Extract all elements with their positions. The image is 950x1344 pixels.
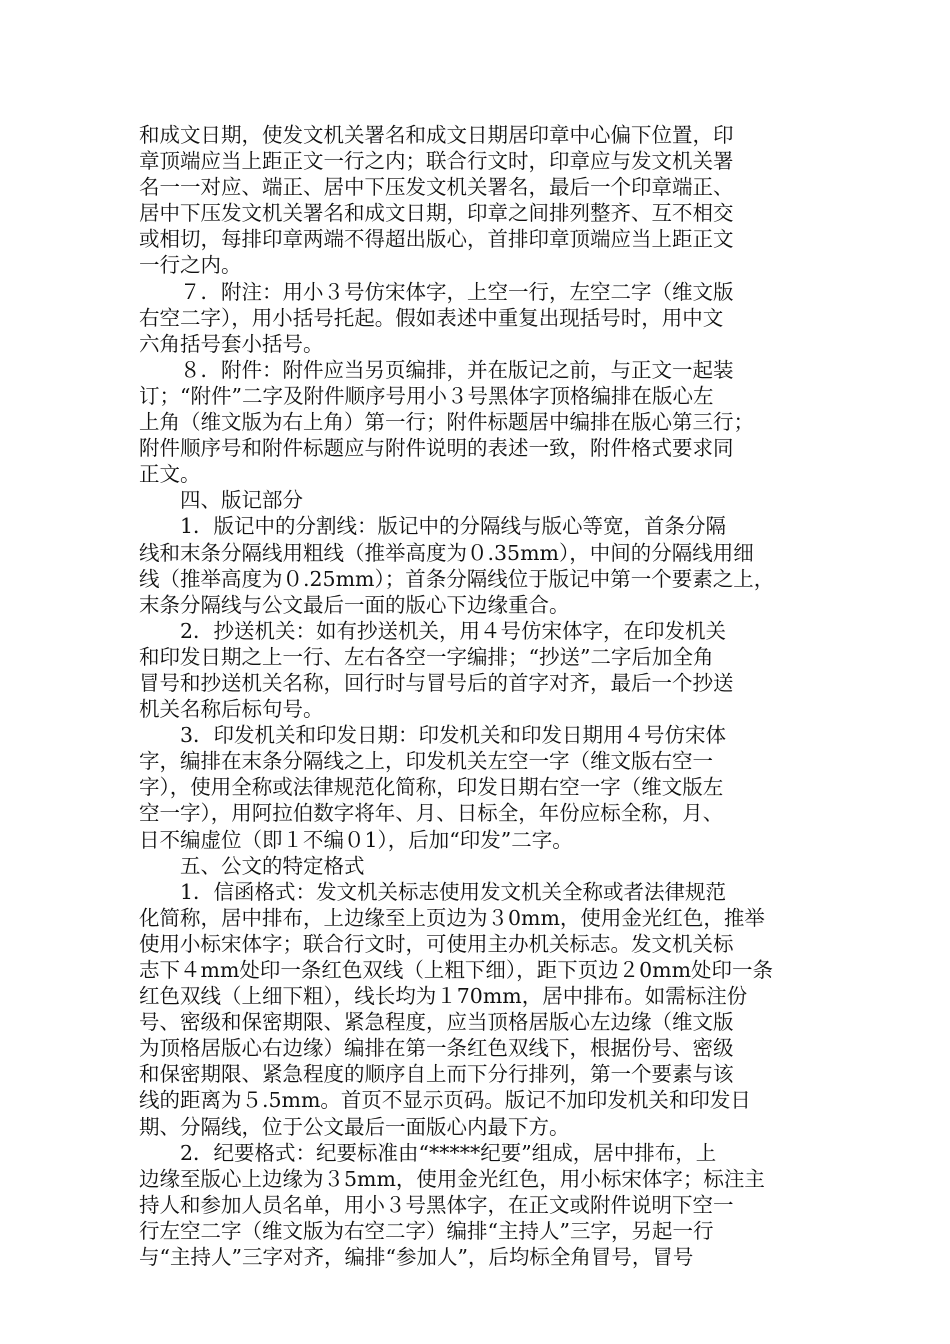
text-line: 线（推举高度为０.25mm）；首条分隔线位于版记中第一个要素之上， bbox=[139, 566, 775, 591]
text-line: 订；“附件”二字及附件顺序号用小３号黑体字顶格编排在版心左 bbox=[139, 383, 714, 408]
text-line: 行左空二字（维文版为右空二字）编排“主持人”三字，另起一行 bbox=[139, 1218, 714, 1243]
text-line: 边缘至版心上边缘为３5mm，使用金光红色，用小标宋体字；标注主 bbox=[139, 1166, 765, 1191]
text-line: 冒号和抄送机关名称，回行时与冒号后的首字对齐，最后一个抄送 bbox=[139, 670, 734, 695]
text-line: 空一字），用阿拉伯数字将年、月、日标全，年份应标全称，月、 bbox=[139, 801, 724, 826]
text-line: 1．信函格式：发文机关标志使用发文机关全称或者法律规范 bbox=[139, 879, 727, 904]
text-line: 与“主持人”三字对齐，编排“参加人”，后均标全角冒号，冒号 bbox=[139, 1245, 694, 1270]
text-line: 或相切，每排印章两端不得超出版心，首排印章顶端应当上距正文 bbox=[139, 227, 734, 252]
text-line: 字），使用全称或法律规范化简称，印发日期右空一字（维文版左 bbox=[139, 775, 724, 800]
text-line: 名一一对应、端正、居中下压发文机关署名，最后一个印章端正、 bbox=[139, 175, 734, 200]
text-line: 为顶格居版心右边缘）编排在第一条红色双线下，根据份号、密级 bbox=[139, 1036, 734, 1061]
text-line: 正文。 bbox=[139, 462, 201, 487]
text-line: 右空二字），用小括号托起。假如表述中重复出现括号时，用中文 bbox=[139, 305, 724, 330]
text-line: 和印发日期之上一行、左右各空一字编排；“抄送”二字后加全角 bbox=[139, 644, 714, 669]
text-line: 号、密级和保密期限、紧急程度，应当顶格居版心左边缘（维文版 bbox=[139, 1010, 734, 1035]
text-line: 字，编排在末条分隔线之上，印发机关左空一字（维文版右空一 bbox=[139, 749, 713, 774]
text-line: 和成文日期，使发文机关署名和成文日期居印章中心偏下位置，印 bbox=[139, 123, 734, 147]
text-line: 一行之内。 bbox=[139, 253, 242, 278]
text-line: 末条分隔线与公文最后一面的版心下边缘重合。 bbox=[139, 592, 570, 617]
text-line: 机关名称后标句号。 bbox=[139, 697, 324, 722]
text-line: 上角（维文版为右上角）第一行；附件标题居中编排在版心第三行； bbox=[139, 410, 754, 435]
text-line: 附件顺序号和附件标题应与附件说明的表述一致，附件格式要求同 bbox=[139, 436, 734, 461]
text-line: 2．纪要格式：纪要标准由“*****纪要”组成，居中排布，上 bbox=[139, 1140, 717, 1165]
text-line: 使用小标宋体字；联合行文时，可使用主办机关标志。发文机关标 bbox=[139, 931, 734, 956]
text-line: 线和末条分隔线用粗线（推举高度为０.35mm），中间的分隔线用细 bbox=[139, 540, 754, 565]
text-line: 和保密期限、紧急程度的顺序自上而下分行排列，第一个要素与该 bbox=[139, 1062, 734, 1087]
text-line: 居中下压发文机关署名和成文日期，印章之间排列整齐、互不相交 bbox=[139, 201, 734, 226]
text-line: 六角括号套小括号。 bbox=[139, 331, 324, 356]
text-line: 线的距离为５.5mm。首页不显示页码。版记不加印发机关和印发日 bbox=[139, 1088, 751, 1113]
text-line: 1．版记中的分割线：版记中的分隔线与版心等宽，首条分隔 bbox=[139, 514, 727, 539]
text-line: ７．附注：用小３号仿宋体字，上空一行，左空二字（维文版 bbox=[139, 279, 734, 304]
text-line: 持人和参加人员名单，用小３号黑体字，在正文或附件说明下空一 bbox=[139, 1192, 734, 1217]
section-heading: 四、版记部分 bbox=[139, 488, 303, 513]
section-heading: 五、公文的特定格式 bbox=[139, 853, 365, 878]
text-line: 化简称，居中排布，上边缘至上页边为３0mm，使用金光红色，推举 bbox=[139, 905, 765, 930]
text-line: 2．抄送机关：如有抄送机关，用４号仿宋体字，在印发机关 bbox=[139, 618, 727, 643]
text-line: 期、分隔线，位于公文最后一面版心内最下方。 bbox=[139, 1114, 570, 1139]
text-line: 章顶端应当上距正文一行之内；联合行文时，印章应与发文机关署 bbox=[139, 149, 734, 174]
text-line: ８．附件：附件应当另页编排，并在版记之前，与正文一起装 bbox=[139, 357, 734, 382]
text-line: 3．印发机关和印发日期：印发机关和印发日期用４号仿宋体 bbox=[139, 723, 727, 748]
text-line: 红色双线（上细下粗），线长均为１70mm，居中排布。如需标注份 bbox=[139, 984, 748, 1009]
document-page bbox=[139, 122, 811, 1270]
text-line: 日不编虚位（即１不编０1），后加“印发”二字。 bbox=[139, 827, 573, 852]
text-line: 志下４mm处印一条红色双线（上粗下细），距下页边２0mm处印一条 bbox=[139, 958, 774, 982]
